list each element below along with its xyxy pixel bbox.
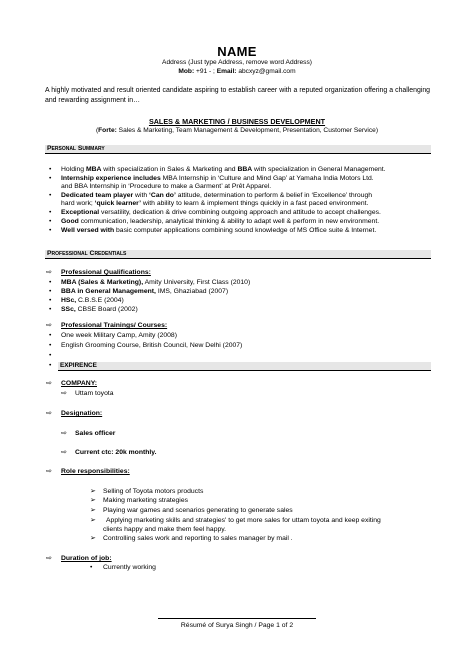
summary-item-continuation xyxy=(61,200,368,208)
designation-heading: Designation: xyxy=(61,410,103,417)
summary-item xyxy=(61,192,372,200)
summary-text: MBA Internship in ‘Culture and Mind Gap’ at Yamaha India Motors Ltd. xyxy=(160,175,374,182)
section-experience: EXPIRENCE xyxy=(58,362,431,371)
arrow-icon: ⇨ xyxy=(46,269,52,276)
arrow-icon: ⇨ xyxy=(61,449,67,456)
bullet-icon: • xyxy=(49,209,52,216)
bullet-icon: • xyxy=(49,352,52,359)
qualification-detail: Amity University, First Class (2010) xyxy=(143,279,251,286)
arrow-icon: ⇨ xyxy=(46,410,52,417)
email-value: abcxyz@gmail.com xyxy=(236,68,296,75)
duration-heading: Duration of job: xyxy=(61,555,112,562)
summary-bold: Good xyxy=(61,218,79,225)
qualification-degree: MBA (Sales & Marketing), xyxy=(61,279,144,286)
summary-item xyxy=(61,218,379,226)
role-item-continuation: clients happy and make them feel happy. xyxy=(103,526,227,533)
sub-arrow-icon: ➢ xyxy=(90,517,96,524)
designation-value: Sales officer xyxy=(75,430,116,437)
qualification-item xyxy=(61,288,228,296)
section-personal-summary: Personal Summary xyxy=(45,145,431,154)
objective-paragraph: A highly motivated and result oriented candidate aspiring to establish career with a reputed organization offering a challenging and rewarding assignment in… xyxy=(45,87,430,104)
bullet-icon: • xyxy=(90,564,93,571)
qualification-degree: HSc, xyxy=(61,297,77,304)
summary-text: versatility, dedication & drive combining outgoing approach and attitude to accept challenges. xyxy=(99,209,381,216)
address-line: Address (Just type Address, remove word Address) xyxy=(162,59,312,66)
qualification-degree: BBA in General Management, xyxy=(61,288,156,295)
contact-line xyxy=(0,68,474,75)
bullet-icon: • xyxy=(49,227,52,234)
role-item: Making marketing strategies xyxy=(103,497,188,504)
summary-item-continuation: and BBA Internship in ‘Procedure to make a Garment’ at Prêt Apparel. xyxy=(61,183,272,190)
bullet-icon: • xyxy=(49,306,52,313)
arrow-icon: ⇨ xyxy=(46,380,52,387)
qualification-item xyxy=(61,306,138,314)
sub-arrow-icon: ➢ xyxy=(90,535,96,542)
bullet-icon: • xyxy=(49,332,52,339)
arrow-icon: ⇨ xyxy=(46,322,52,329)
qualification-item xyxy=(61,279,250,287)
summary-text: with specialization in General Management. xyxy=(252,166,386,173)
summary-item xyxy=(61,209,381,217)
bullet-icon: • xyxy=(49,175,52,182)
forte-line xyxy=(0,127,474,134)
forte-open: ( xyxy=(95,127,99,134)
bullet-icon: • xyxy=(49,297,52,304)
mob-value: +91 - ; xyxy=(194,68,215,75)
summary-text: basic computer applications combining sound knowledge of MS Office suite & Internet. xyxy=(114,227,377,234)
summary-bold: Well versed with xyxy=(61,227,115,234)
summary-bold: Internship experience includes xyxy=(61,175,161,182)
bullet-icon: • xyxy=(49,288,52,295)
summary-text: with ability to learn & implement things quickly in a fast paced environment. xyxy=(140,200,369,207)
bullet-icon: • xyxy=(49,342,52,349)
qualification-detail: C.B.S.E (2004) xyxy=(76,297,124,304)
summary-item xyxy=(61,175,374,183)
page-footer: Résumé of Surya Singh / Page 1 of 2 xyxy=(180,622,294,629)
qualification-item xyxy=(61,297,124,305)
bullet-icon: • xyxy=(49,192,52,199)
current-ctc: Current ctc: 20k monthly. xyxy=(75,449,157,456)
role-item: Playing war games and scenarios generating to generate sales xyxy=(103,507,293,514)
summary-bold: BBA xyxy=(237,166,253,173)
qualifications-heading: Professional Qualifications: xyxy=(61,269,151,276)
summary-text: with xyxy=(133,192,150,199)
bullet-icon: • xyxy=(49,166,52,173)
arrow-icon: ⇨ xyxy=(46,555,52,562)
summary-text: hard work; xyxy=(61,200,95,207)
summary-text: communication, leadership, analytical thinking & ability to adapt well & perform in new environment. xyxy=(78,218,380,225)
footer-divider xyxy=(158,618,316,619)
headline: SALES & MARKETING / BUSINESS DEVELOPMENT xyxy=(148,117,326,126)
forte-label: Forte: xyxy=(98,127,117,134)
summary-bold: Dedicated team player xyxy=(61,192,134,199)
trainings-heading: Professional Trainings/ Courses: xyxy=(61,322,168,329)
arrow-icon: ⇨ xyxy=(61,430,67,437)
summary-text: Holding xyxy=(61,166,86,173)
training-item: One week Military Camp, Amity (2008) xyxy=(61,332,177,339)
qualification-detail: IMS, Ghaziabad (2007) xyxy=(155,288,229,295)
summary-bold: ‘Can do’ xyxy=(149,192,176,199)
arrow-icon: ⇨ xyxy=(46,468,52,475)
bullet-icon: • xyxy=(49,279,52,286)
bullet-icon: • xyxy=(49,218,52,225)
forte-text: Sales & Marketing, Team Management & Development, Presentation, Customer Service) xyxy=(116,127,379,134)
summary-item xyxy=(61,227,376,235)
qualification-degree: SSc, xyxy=(61,306,76,313)
bullet-icon: • xyxy=(49,362,52,369)
sub-arrow-icon: ➢ xyxy=(90,497,96,504)
sub-arrow-icon: ➢ xyxy=(90,488,96,495)
sub-arrow-icon: ➢ xyxy=(90,507,96,514)
company-name: Uttam toyota xyxy=(75,390,114,397)
summary-text: attitude, determination to perform & belief in ‘Excellence’ through xyxy=(175,192,373,199)
duration-value: Currently working xyxy=(103,564,156,571)
role-item: Controlling sales work and reporting to sales manager by mail . xyxy=(103,535,293,542)
summary-item xyxy=(61,166,386,174)
company-heading: COMPANY: xyxy=(61,380,97,387)
roles-heading: Role responsibilities: xyxy=(61,468,130,475)
summary-bold: MBA xyxy=(85,166,102,173)
training-item: English Grooming Course, British Council, New Delhi (2007) xyxy=(61,342,243,349)
qualification-detail: CBSE Board (2002) xyxy=(75,306,138,313)
role-item: Applying marketing skills and strategies' to get more sales for uttam toyota and keep exiting xyxy=(106,517,381,524)
summary-bold: ‘quick learner’ xyxy=(94,200,141,207)
mob-label: Mob: xyxy=(178,68,195,75)
candidate-name: NAME xyxy=(217,44,257,59)
role-item: Selling of Toyota motors products xyxy=(103,488,204,495)
summary-bold: Exceptional xyxy=(61,209,100,216)
arrow-icon: ⇨ xyxy=(61,390,67,397)
section-professional-credentials: Professional Credentials xyxy=(45,250,431,259)
email-label: Email: xyxy=(216,68,237,75)
summary-text: with specialization in Sales & Marketing and xyxy=(101,166,238,173)
